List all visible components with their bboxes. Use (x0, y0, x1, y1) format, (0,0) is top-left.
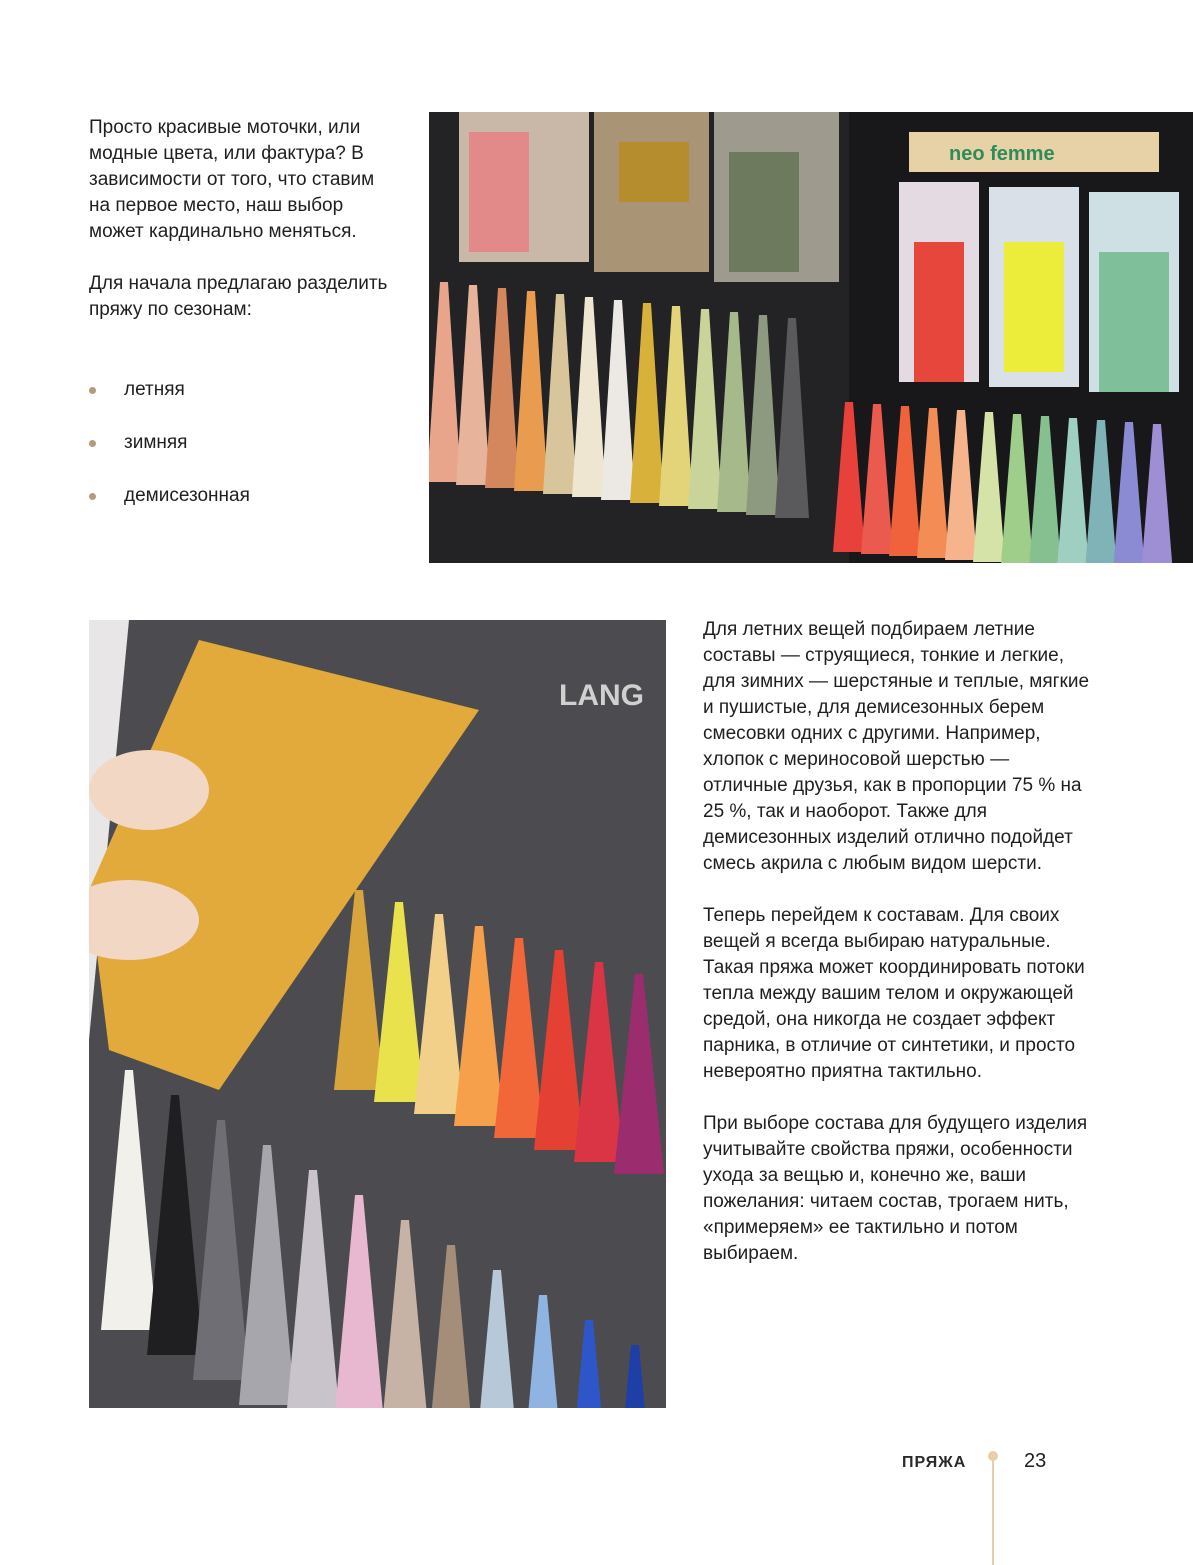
intro-paragraph-1: Просто красивые моточки, или модные цвета, или фактура? В зависимости от того, что ставим на первое место, наш выбор может кардинально меняться. (89, 117, 375, 242)
page-number: 23 (1024, 1450, 1047, 1472)
body-paragraph-3: При выборе состава для будущего изделия учитывайте свойства пряжи, особенности ухода за вещью и, конечно же, ваши пожелания: читаем состав, трогаем нить, «примеряем» ее тактильно и потом выбираем. (703, 1113, 1088, 1264)
intro-paragraph-2: Для начала предлагаю разделить пряжу по сезонам: (89, 273, 388, 320)
bullet-icon (89, 493, 96, 500)
brand-text: LANG (559, 679, 644, 712)
list-item: летняя (89, 377, 399, 403)
footer-divider (992, 1456, 994, 1565)
hand (89, 750, 209, 830)
yarn-catalog-photo (429, 112, 1193, 563)
footer-dot-icon (988, 1451, 998, 1461)
body-paragraph-1: Для летних вещей подбираем летние составы — струящиеся, тонкие и легкие, для зимних — шерстяные и теплые, мягкие и пушистые, для демисезонных берем смесовки одних с другими. Например, хлопок с мериносовой шерстью — отличные друзья, как в пропорции 75 % на 25 %, так и наоборот. Также для демисезонных изделий отлично подойдет смесь акрила с любым видом шерсти. (703, 619, 1090, 874)
section-label: ПРЯЖА (902, 1454, 967, 1471)
knit-swatch-illustration (89, 620, 666, 1408)
season-list (89, 377, 399, 536)
bullet-icon (89, 387, 96, 394)
body-paragraph-2: Теперь перейдем к составам. Для своих вещей я всегда выбираю натуральные. Такая пряжа может координировать потоки тепла между вашим телом и окружающей средой, она никогда не создает эффект парника, в отличие от синтетики, и просто невероятно приятна тактильно. (703, 905, 1085, 1082)
banner-text: neo femme (949, 143, 1055, 165)
list-item: демисезонная (89, 483, 399, 509)
list-item: зимняя (89, 430, 399, 456)
intro-text (89, 115, 399, 323)
knit-swatch-photo (89, 620, 666, 1408)
yarn-catalog-illustration (429, 112, 1193, 563)
body-text (703, 617, 1093, 1267)
bullet-icon (89, 440, 96, 447)
